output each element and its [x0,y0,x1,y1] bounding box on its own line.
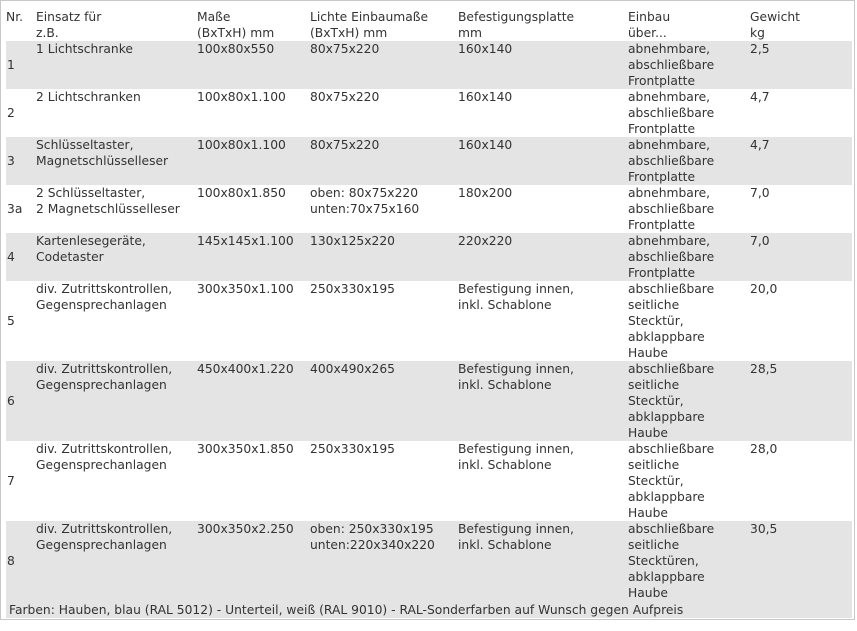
cell-lichte: 80x75x220 [310,137,458,185]
cell-einsatz: Schlüsseltaster, Magnetschlüsselleser [36,137,197,185]
cell-platte: Befestigung innen, inkl. Schablone [458,281,628,361]
cell-lichte: 250x330x195 [310,281,458,361]
cell-platte: Befestigung innen, inkl. Schablone [458,521,628,601]
table-row [6,233,852,281]
cell-masse: 100x80x1.100 [197,137,310,185]
cell-einbau: abschließbare seitliche Stecktüren, abklappbare Haube [628,521,750,601]
cell-platte: 160x140 [458,89,628,137]
header-einsatz: Einsatz für z.B. [36,9,197,41]
header-nr: Nr. [6,9,36,41]
cell-nr: 4 [6,233,36,281]
cell-einbau: abnehmbare, abschließbare Frontplatte [628,137,750,185]
cell-platte: 180x200 [458,185,628,233]
cell-gewicht: 4,7 [750,137,852,185]
table-row [6,89,852,137]
cell-lichte: 400x490x265 [310,361,458,441]
table-row [6,137,852,185]
product-table [6,9,852,618]
cell-nr: 3a [6,185,36,233]
cell-masse: 300x350x2.250 [197,521,310,601]
cell-platte: Befestigung innen, inkl. Schablone [458,361,628,441]
cell-platte: 160x140 [458,137,628,185]
header-lichte: Lichte Einbaumaße (BxTxH) mm [310,9,458,41]
cell-einbau: abschließbare seitliche Stecktür, abklappbare Haube [628,441,750,521]
cell-nr: 5 [6,281,36,361]
cell-nr: 2 [6,89,36,137]
cell-einbau: abschließbare seitliche Stecktür, abklappbare Haube [628,361,750,441]
table-row [6,441,852,521]
cell-masse: 100x80x550 [197,41,310,89]
cell-nr: 6 [6,361,36,441]
cell-platte: 160x140 [458,41,628,89]
cell-masse: 300x350x1.100 [197,281,310,361]
cell-gewicht: 28,0 [750,441,852,521]
table-row [6,361,852,441]
cell-einsatz: 1 Lichtschranke [36,41,197,89]
cell-gewicht: 7,0 [750,233,852,281]
cell-lichte: oben: 80x75x220 unten:70x75x160 [310,185,458,233]
cell-masse: 300x350x1.850 [197,441,310,521]
cell-masse: 100x80x1.100 [197,89,310,137]
cell-gewicht: 30,5 [750,521,852,601]
cell-gewicht: 28,5 [750,361,852,441]
cell-gewicht: 4,7 [750,89,852,137]
cell-masse: 145x145x1.100 [197,233,310,281]
cell-einsatz: div. Zutrittskontrollen, Gegensprechanlagen [36,281,197,361]
cell-lichte: 80x75x220 [310,41,458,89]
cell-lichte: 250x330x195 [310,441,458,521]
cell-nr: 1 [6,41,36,89]
header-platte: Befestigungsplatte mm [458,9,628,41]
cell-einsatz: 2 Schlüsseltaster, 2 Magnetschlüsselleser [36,185,197,233]
cell-einbau: abnehmbare, abschließbare Frontplatte [628,41,750,89]
cell-masse: 100x80x1.850 [197,185,310,233]
cell-einsatz: div. Zutrittskontrollen, Gegensprechanlagen [36,521,197,601]
header-einbau: Einbau über... [628,9,750,41]
cell-einbau: abnehmbare, abschließbare Frontplatte [628,185,750,233]
table-row [6,281,852,361]
cell-einbau: abschließbare seitliche Stecktür, abklappbare Haube [628,281,750,361]
cell-platte: 220x220 [458,233,628,281]
cell-lichte: oben: 250x330x195 unten:220x340x220 [310,521,458,601]
cell-masse: 450x400x1.220 [197,361,310,441]
cell-nr: 7 [6,441,36,521]
cell-einsatz: div. Zutrittskontrollen, Gegensprechanlagen [36,441,197,521]
cell-lichte: 130x125x220 [310,233,458,281]
cell-gewicht: 2,5 [750,41,852,89]
cell-lichte: 80x75x220 [310,89,458,137]
cell-einbau: abnehmbare, abschließbare Frontplatte [628,89,750,137]
footer-row [6,601,852,618]
header-gewicht: Gewicht kg [750,9,852,41]
table-row [6,185,852,233]
cell-einsatz: Kartenlesegeräte, Codetaster [36,233,197,281]
header-row [6,9,852,41]
header-masse: Maße (BxTxH) mm [197,9,310,41]
cell-platte: Befestigung innen, inkl. Schablone [458,441,628,521]
cell-gewicht: 7,0 [750,185,852,233]
cell-einsatz: div. Zutrittskontrollen, Gegensprechanlagen [36,361,197,441]
cell-nr: 3 [6,137,36,185]
table-row [6,41,852,89]
cell-gewicht: 20,0 [750,281,852,361]
color-note: Farben: Hauben, blau (RAL 5012) - Unterteil, weiß (RAL 9010) - RAL-Sonderfarben auf Wunsch gegen Aufpreis [6,601,852,618]
cell-nr: 8 [6,521,36,601]
cell-einsatz: 2 Lichtschranken [36,89,197,137]
table-row [6,521,852,601]
cell-einbau: abnehmbare, abschließbare Frontplatte [628,233,750,281]
